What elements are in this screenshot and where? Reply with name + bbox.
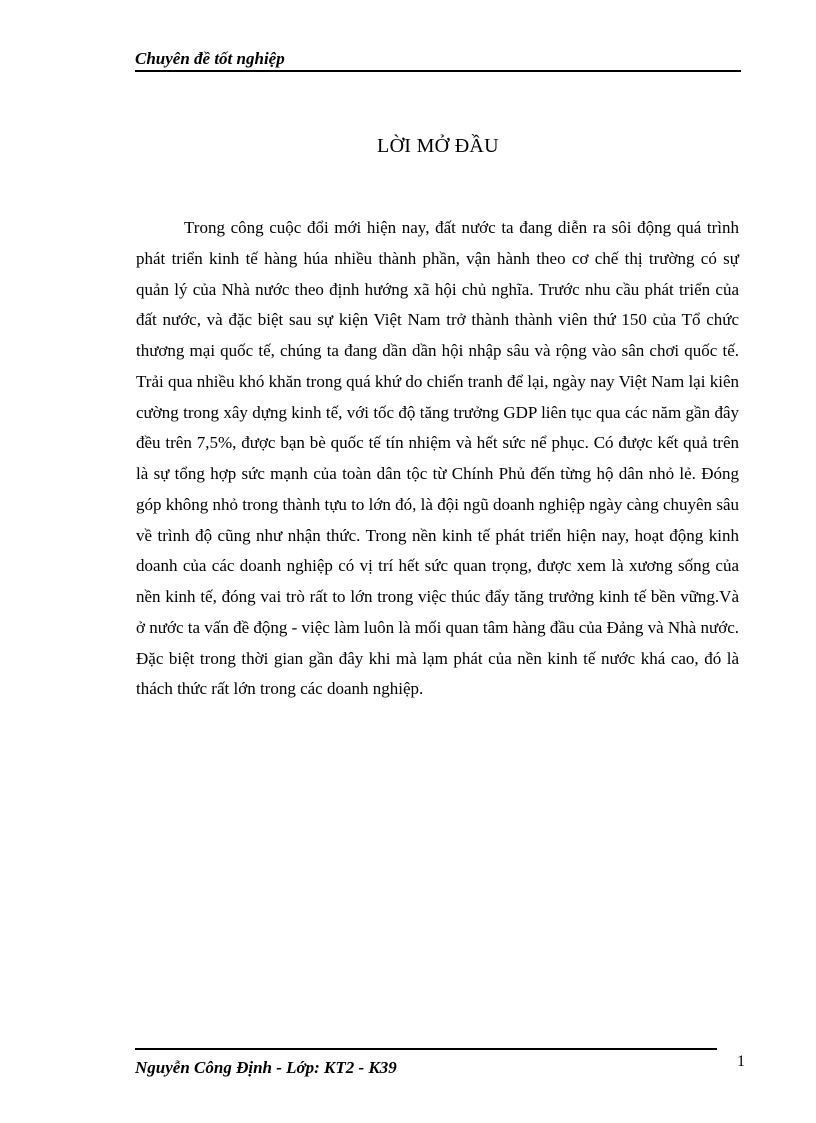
footer-divider: [135, 1048, 717, 1050]
page-number: 1: [737, 1053, 745, 1070]
page-header: [135, 48, 741, 72]
footer-author: Nguyễn Công Định - Lớp: KT2 - K39: [135, 1058, 397, 1077]
body-paragraph: Trong công cuộc đổi mới hiện nay, đất nước ta đang diễn ra sôi động quá trình phát triển kinh tế hàng húa nhiều thành phần, vận hành theo cơ chế thị trường có sự quản lý của Nhà nước theo định hướng xã hội chủ nghĩa. Trước nhu cầu phát triển của đất nước, và đặc biệt sau sự kiện Việt Nam trở thành thành viên thứ 150 của Tổ chức thương mại quốc tế, chúng ta đang dần dần hội nhập sâu và rộng vào sân chơi quốc tế. Trải qua nhiều khó khăn trong quá khứ do chiến tranh để lại, ngày nay Việt Nam lại kiên cường trong xây dựng kinh tế, với tốc độ tăng trưởng GDP liên tục qua các năm gần đây đều trên 7,5%, được bạn bè quốc tế tín nhiệm và hết sức nể phục. Có được kết quả trên là sự tổng hợp sức mạnh của toàn dân tộc từ Chính Phủ đến từng hộ dân nhỏ lẻ. Đóng góp không nhỏ trong thành tựu to lớn đó, là đội ngũ doanh nghiệp ngày càng chuyên sâu về trình độ cũng như nhận thức. Trong nền kinh tế phát triển hiện nay, hoạt động kinh doanh của các doanh nghiệp có vị trí hết sức quan trọng, được xem là xương sống của nền kinh tế, đóng vai trò rất to lớn trong việc thúc đẩy tăng trưởng kinh tế bền vững.Và ở nước ta vấn đề động - việc làm luôn là mối quan tâm hàng đầu của Đảng và Nhà nước. Đặc biệt trong thời gian gần đây khi mà lạm phát của nền kinh tế nước khá cao, đó là thách thức rất lớn trong các doanh nghiệp.: [136, 218, 739, 699]
page-footer: [135, 1048, 741, 1080]
header-title: Chuyên đề tốt nghiệp: [135, 49, 285, 68]
document-heading: LỜI MỞ ĐẦU: [377, 135, 499, 157]
header-divider: [135, 70, 741, 72]
